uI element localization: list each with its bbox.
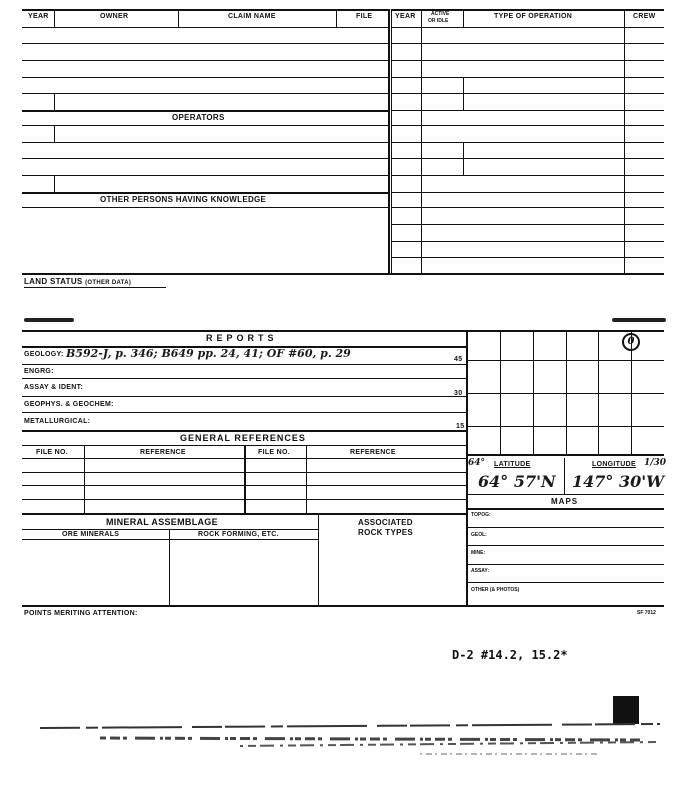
ore-minerals-label: ORE MINERALS [62,531,120,538]
header-year: YEAR [28,13,49,20]
latitude-label: LATITUDE [494,461,531,468]
report-num-15: 15 [456,423,465,430]
report-label-assay: ASSAY & IDENT: [24,384,84,391]
land-status-smudge-right [612,318,666,322]
ref-header-reference-1: REFERENCE [140,449,186,456]
reports-title: REPORTS [206,333,278,343]
associated-label-2: ROCK TYPES [358,528,414,537]
header-crew: CREW [633,13,656,20]
ref-header-file-no-1: FILE NO. [36,449,68,456]
circled-mark [622,333,640,351]
circled-mark-text: 0 [627,336,635,347]
map-assay: ASSAY: [471,568,490,574]
header-type-of-operation: TYPE OF OPERATION [494,13,573,20]
maps-title: MAPS [551,497,579,506]
rock-forming-label: ROCK FORMING, ETC. [198,531,279,538]
report-label-engrg: ENGRG: [24,368,54,375]
header-active-2: OR IDLE [428,18,449,24]
points-label: POINTS MERITING ATTENTION: [24,610,138,617]
report-num-45: 45 [454,356,463,363]
form-number: SF 7012 [637,610,656,616]
scan-noise [40,718,660,758]
report-geology-value: B592-J, p. 346; B649 pp. 24, 41; OF #60, p. 29 [66,347,351,360]
map-mine: MINE: [471,550,486,556]
map-geol: GEOL: [471,532,487,538]
land-status-label: LAND STATUS (OTHER DATA) [24,277,132,286]
header-owner: OWNER [100,13,129,20]
header-file: FILE [356,13,373,20]
report-label-geophys: GEOPHYS. & GEOCHEM: [24,401,114,408]
header-active-1: ACTIVE [431,11,450,17]
header-year-2: YEAR [395,13,416,20]
land-status-smudge [24,318,74,322]
latitude-value: 64° 57'N [478,472,556,491]
longitude-value: 147° 30'W [572,472,665,491]
lat-prefix: 64° [468,458,486,468]
operators-label: OPERATORS [172,113,225,122]
general-references-title: GENERAL REFERENCES [180,433,306,443]
typed-note: D-2 #14.2, 15.2* [452,648,568,662]
associated-label-1: ASSOCIATED [358,518,413,527]
mineral-assemblage-title: MINERAL ASSEMBLAGE [106,517,218,527]
report-num-30: 30 [454,390,463,397]
header-claim-name: CLAIM NAME [228,13,276,20]
lon-suffix: 1/30 [644,458,667,468]
report-label-metallurgical: METALLURGICAL: [24,418,91,425]
map-other: OTHER (& PHOTOS) [471,587,520,593]
report-label-geology: GEOLOGY: [24,351,64,358]
map-topog: TOPOG: [471,512,491,518]
longitude-label: LONGITUDE [592,461,636,468]
ref-header-file-no-2: FILE NO. [258,449,290,456]
other-persons-label: OTHER PERSONS HAVING KNOWLEDGE [100,195,267,204]
ref-header-reference-2: REFERENCE [350,449,396,456]
